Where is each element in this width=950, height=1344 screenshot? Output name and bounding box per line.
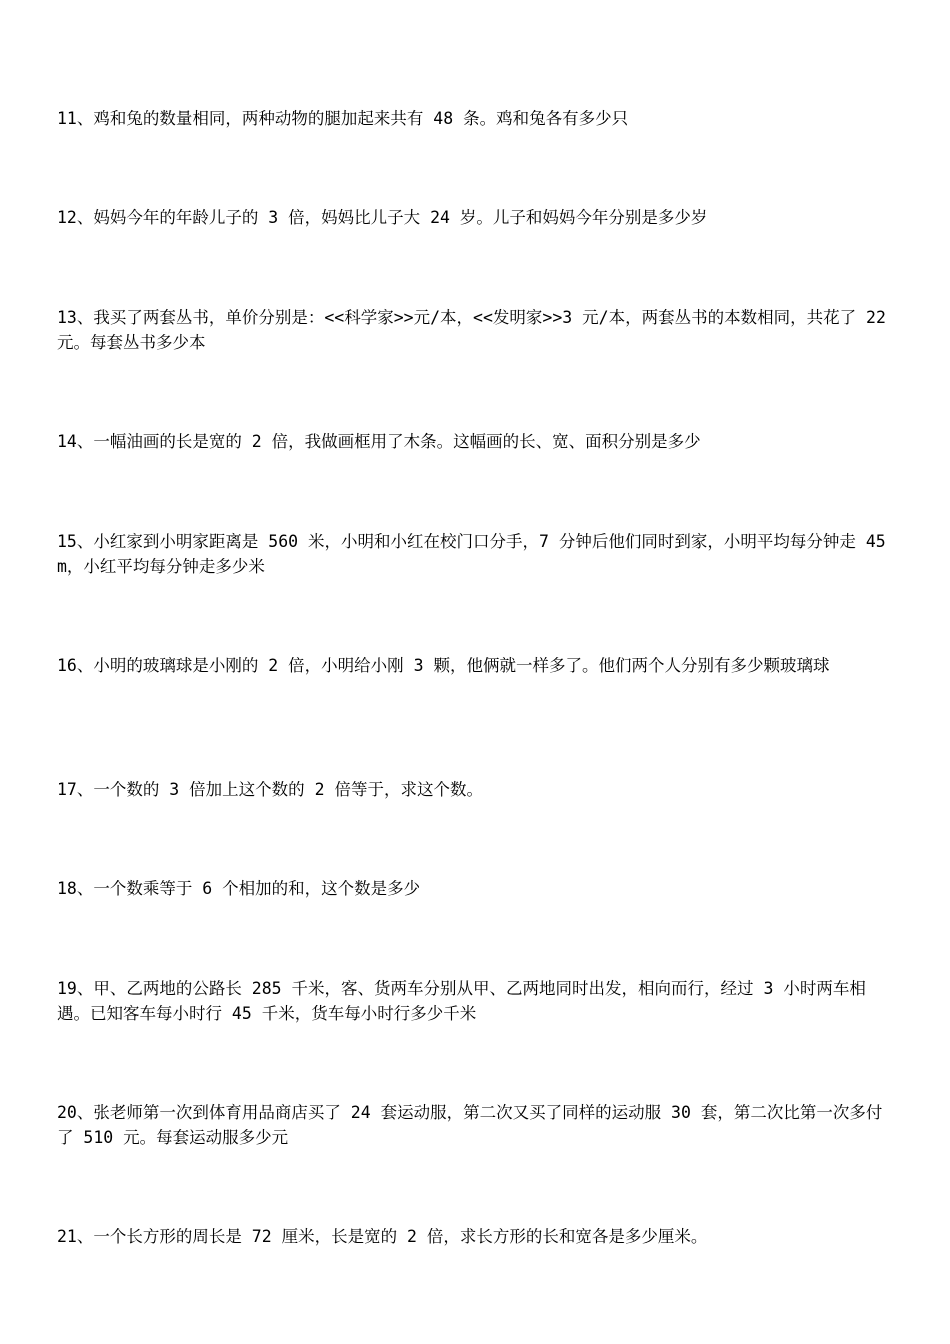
question-21: 21、一个长方形的周长是 72 厘米，长是宽的 2 倍，求长方形的长和宽各是多少厘米。 [57,1227,708,1246]
question-18: 18、一个数乘等于 6 个相加的和，这个数是多少 [57,879,421,898]
question-12: 12、妈妈今年的年龄儿子的 3 倍，妈妈比儿子大 24 岁。儿子和妈妈今年分别是多少岁 [57,208,708,227]
question-20: 20、张老师第一次到体育用品商店买了 24 套运动服，第二次又买了同样的运动服 30 套，第二次比第一次多付了 510 元。每套运动服多少元 [57,1103,883,1147]
question-17: 17、一个数的 3 倍加上这个数的 2 倍等于，求这个数。 [57,780,483,799]
question-16: 16、小明的玻璃球是小刚的 2 倍，小明给小刚 3 颗，他俩就一样多了。他们两个人分别有多少颗玻璃球 [57,656,830,675]
question-15: 15、小红家到小明家距离是 560 米，小明和小红在校门口分手，7 分钟后他们同时到家，小明平均每分钟走 45m，小红平均每分钟走多少米 [57,532,886,576]
question-14: 14、一幅油画的长是宽的 2 倍，我做画框用了木条。这幅画的长、宽、面积分别是多少 [57,432,701,451]
question-11: 11、鸡和兔的数量相同，两种动物的腿加起来共有 48 条。鸡和兔各有多少只 [57,109,629,128]
question-19: 19、甲、乙两地的公路长 285 千米，客、货两车分别从甲、乙两地同时出发，相向而行，经过 3 小时两车相遇。已知客车每小时行 45 千米，货车每小时行多少千米 [57,979,866,1023]
question-13: 13、我买了两套丛书，单价分别是：<<科学家>>元/本，<<发明家>>3 元/本，两套丛书的本数相同，共花了 22 元。每套丛书多少本 [57,308,886,352]
